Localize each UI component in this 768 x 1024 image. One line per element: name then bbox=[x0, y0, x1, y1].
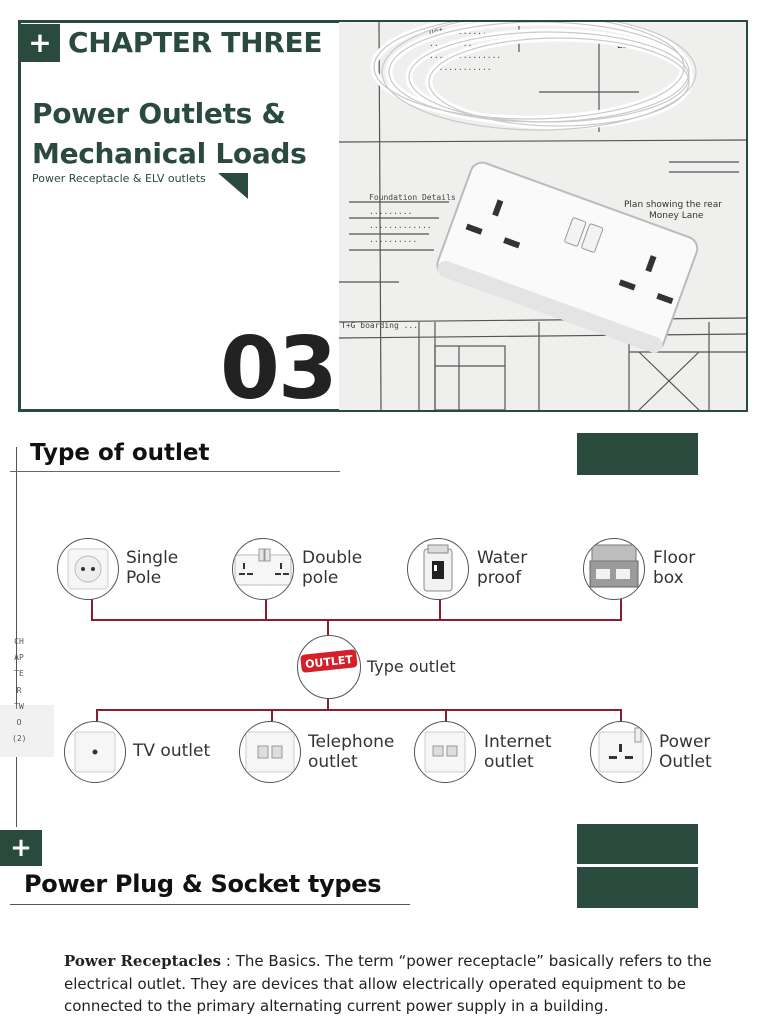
svg-text:Foundation Details: Foundation Details bbox=[369, 193, 456, 202]
green-accent-block bbox=[577, 867, 698, 908]
svg-text:T+G boarding ...: T+G boarding ... bbox=[341, 321, 419, 330]
chapter-subtitle: Power Receptacle & ELV outlets bbox=[32, 172, 206, 185]
telephone-outlet-icon bbox=[239, 721, 301, 783]
node-label-tv-outlet: TV outlet bbox=[133, 741, 211, 761]
svg-text:...............: ............... bbox=[429, 51, 502, 60]
plus-icon: + bbox=[20, 24, 60, 62]
power-receptacles-paragraph bbox=[64, 950, 744, 1018]
section-title-outlet-types: Type of outlet bbox=[30, 440, 210, 466]
section-title-underline bbox=[10, 904, 410, 905]
socket-on-blueprint-illustration bbox=[339, 22, 746, 410]
chapter-label: CHAPTER THREE bbox=[68, 26, 323, 59]
node-label-floor-box: Floor box bbox=[653, 548, 696, 588]
section-title-plug-socket-types: Power Plug & Socket types bbox=[24, 870, 382, 898]
chapter-title-line2: Mechanical Loads bbox=[32, 137, 307, 170]
svg-text:.........: ......... bbox=[369, 207, 413, 216]
schuko-socket-icon bbox=[57, 538, 119, 600]
connector-line bbox=[265, 598, 267, 620]
power-outlet-icon bbox=[590, 721, 652, 783]
photo-plan-text: Plan showing the rear bbox=[624, 200, 722, 210]
corner-triangle-decoration bbox=[218, 173, 248, 199]
chapter-title-line1: Power Outlets & bbox=[32, 97, 286, 130]
svg-text:.............: ............. bbox=[429, 39, 492, 48]
green-accent-block bbox=[577, 824, 698, 864]
waterproof-socket-icon bbox=[407, 538, 469, 600]
node-label-water-proof: Water proof bbox=[477, 548, 528, 588]
connector-line bbox=[620, 598, 622, 620]
tv-outlet-icon bbox=[64, 721, 126, 783]
connector-line bbox=[91, 598, 93, 620]
connector-line bbox=[96, 709, 622, 711]
chapter-number: 03 bbox=[220, 319, 336, 419]
svg-text:.............: ............. bbox=[429, 63, 492, 72]
node-label-internet-outlet: Internet outlet bbox=[484, 732, 552, 772]
side-chapter-text: CHAPTER TWO (2) bbox=[12, 637, 27, 744]
outlet-badge-text: OUTLET bbox=[304, 653, 354, 671]
section-title-underline bbox=[10, 471, 340, 472]
green-accent-block bbox=[577, 433, 698, 475]
side-tint-block bbox=[0, 705, 54, 757]
paragraph-lead-term: Power Receptacles bbox=[64, 952, 222, 970]
photo-plan-text-2: Money Lane bbox=[649, 211, 704, 221]
header-photo bbox=[339, 22, 746, 410]
photo-lounge-text: Lounge bbox=[617, 41, 651, 51]
floor-box-icon bbox=[583, 538, 645, 600]
svg-text:notes ..........: notes .......... bbox=[429, 27, 507, 36]
double-socket-icon bbox=[232, 538, 294, 600]
svg-text:..........: .......... bbox=[369, 235, 418, 244]
node-label-telephone-outlet: Telephone outlet bbox=[308, 732, 395, 772]
plus-icon: + bbox=[0, 830, 42, 866]
connector-line bbox=[327, 620, 329, 636]
node-label-single-pole: Single Pole bbox=[126, 548, 179, 588]
svg-text:.............: ............. bbox=[369, 221, 432, 230]
node-label-double-pole: Double pole bbox=[302, 548, 363, 588]
paragraph-body: : The Basics. The term “power receptacle” basically refers to the electrical outlet. They are devices that allow electrically operated equipment to be connected to the primary alternating current power supply in a building. bbox=[64, 952, 712, 1015]
outlet-hub-node bbox=[297, 635, 361, 699]
node-label-type-outlet: Type outlet bbox=[367, 657, 456, 676]
node-label-power-outlet: Power Outlet bbox=[659, 732, 712, 772]
connector-line bbox=[439, 598, 441, 620]
internet-outlet-icon bbox=[414, 721, 476, 783]
connector-line bbox=[91, 619, 622, 621]
chapter-title bbox=[32, 94, 332, 174]
